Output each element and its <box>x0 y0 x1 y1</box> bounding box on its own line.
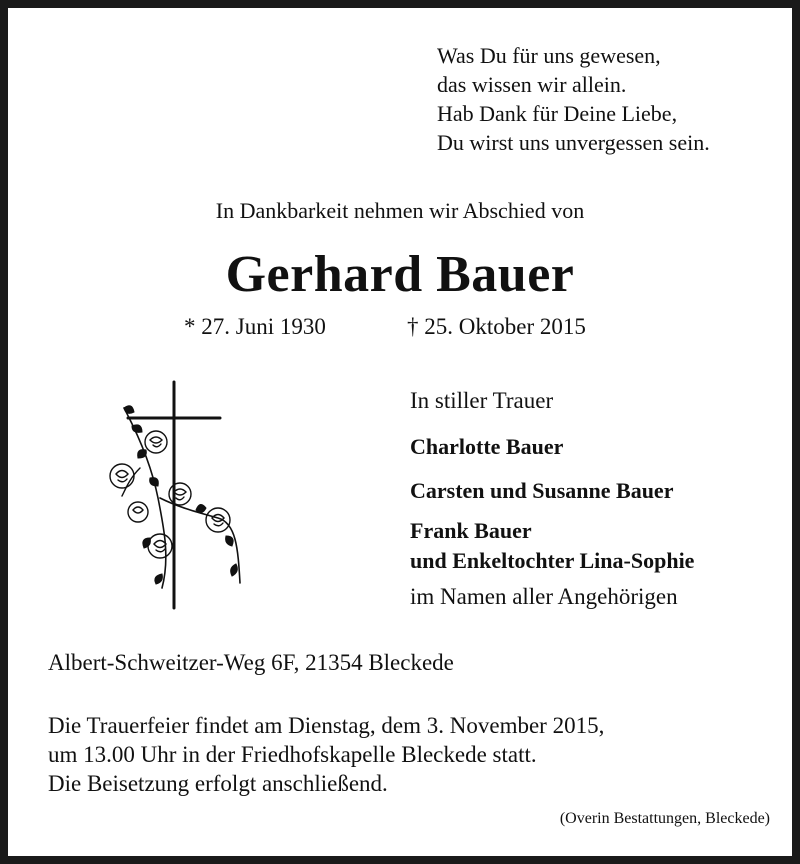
poem-line: das wissen wir allein. <box>437 72 627 97</box>
intro-text: In Dankbarkeit nehmen wir Abschied von <box>215 198 585 223</box>
ceremony-line: Die Trauerfeier findet am Dienstag, dem 3. November 2015, <box>48 713 605 738</box>
mourners-closing: im Namen aller Angehörigen <box>410 584 678 609</box>
poem-line: Hab Dank für Deine Liebe, <box>437 101 678 126</box>
death-date: † 25. Oktober 2015 <box>407 314 586 339</box>
ceremony-line: um 13.00 Uhr in der Friedhofskapelle Bleckede statt. <box>48 742 537 767</box>
deceased-name: Gerhard Bauer <box>225 246 575 303</box>
mourners-block <box>410 386 694 612</box>
ceremony-info <box>48 711 604 798</box>
poem-line: Du wirst uns unvergessen sein. <box>437 130 710 155</box>
cross-with-roses-icon <box>100 378 260 610</box>
mourner-name: Charlotte Bauer <box>410 434 564 459</box>
undertaker-credit: (Overin Bestattungen, Bleckede) <box>559 810 770 827</box>
poem-line: Was Du für uns gewesen, <box>437 43 661 68</box>
family-address: Albert-Schweitzer-Weg 6F, 21354 Bleckede <box>48 650 454 675</box>
ceremony-line: Die Beisetzung erfolgt anschließend. <box>48 771 388 796</box>
birth-date: * 27. Juni 1930 <box>184 314 326 339</box>
memorial-poem <box>437 41 710 157</box>
mourners-heading: In stiller Trauer <box>410 388 554 413</box>
mourner-name: Carsten und Susanne Bauer <box>410 478 674 503</box>
mourner-name: Frank Bauer <box>410 518 532 543</box>
mourner-name: und Enkeltochter Lina-Sophie <box>410 548 695 573</box>
